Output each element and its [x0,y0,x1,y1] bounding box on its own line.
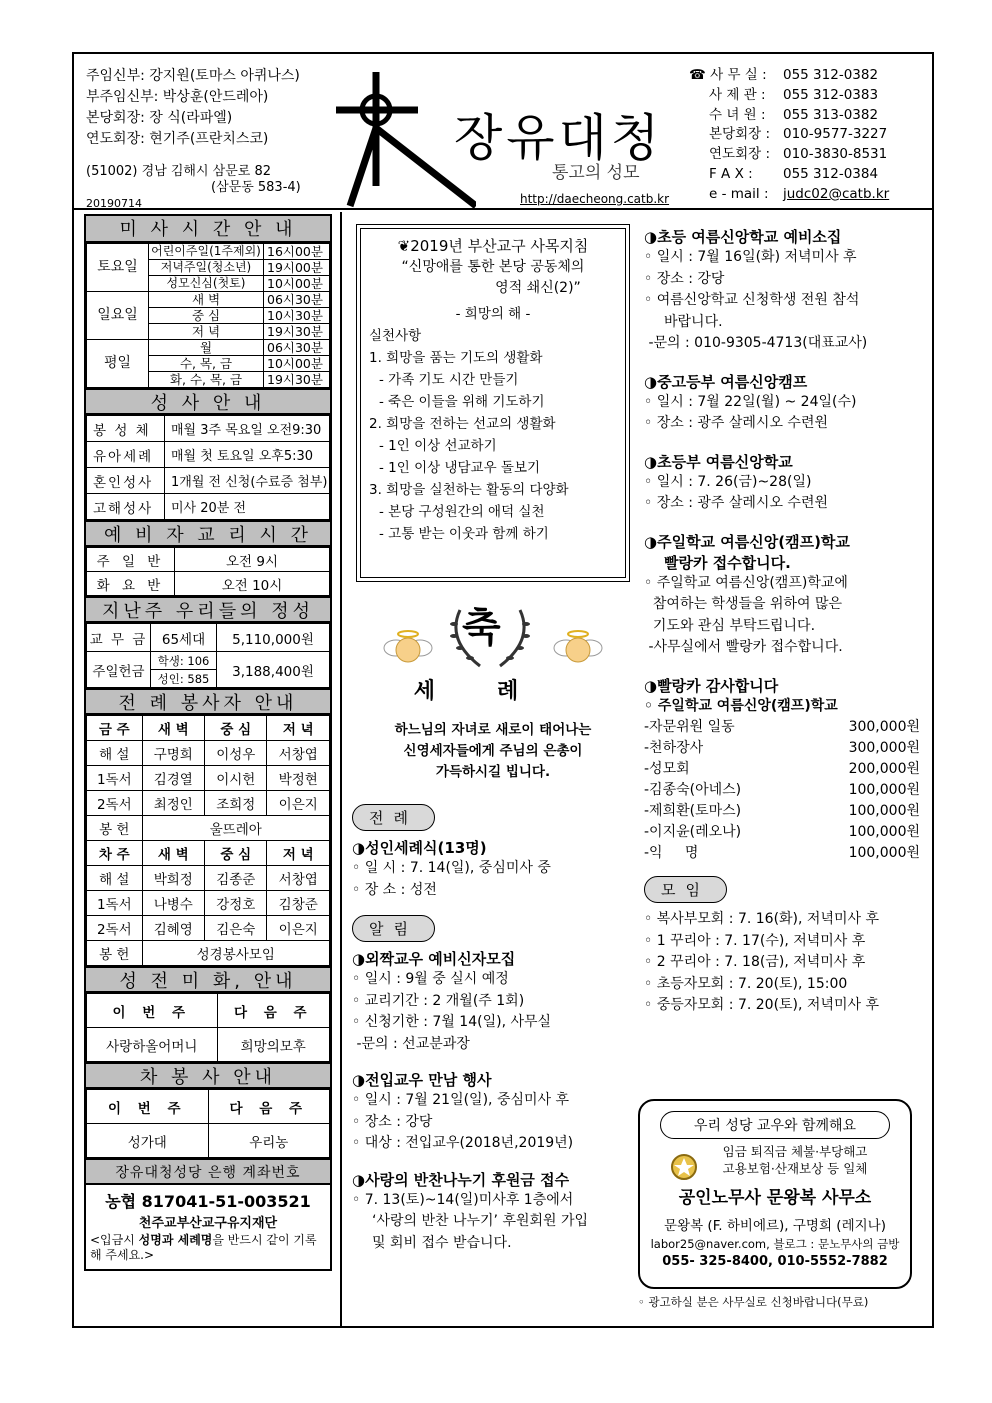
list-item: -자문위원 일동 300,000원 [644,719,920,735]
list-item: -천하장사 300,000원 [644,740,920,756]
staff-pastor: 주임신부: 강지원(토마스 아퀴나스) [86,68,300,84]
angel-icon [552,624,604,672]
notice-title: ◑초등부 여름신앙학교 [644,452,793,471]
list-item: -이지윤(레오나) 100,000원 [644,824,920,840]
list-item: -익 명 100,000원 [644,845,920,861]
contact-row: ☎ 사 무 실 : 055 312-0382 [689,67,879,83]
notice-title: ◑중고등부 여름신앙캠프 [644,372,808,391]
congrats-message: 하느님의 자녀로 새로이 태어나는 신영세자들에게 주님의 은총이 가득하시길 빕니다. [394,722,592,780]
ad-line: 고용보험·산재보상 등 일체 [722,1161,868,1176]
labor-office-ad [638,1099,912,1289]
contact-row: 본당회장 : 010-9577-3227 [709,126,888,143]
list-item: ◦ 중등자모회 : 7. 20(토), 저녁미사 후 [644,997,879,1013]
address [86,164,301,196]
column-divider [340,212,342,1328]
bank-account: 농협 817041-51-003521 [105,1192,311,1211]
list-item: -성모회 200,000원 [644,761,920,777]
list-item: ◦ 초등자모회 : 7. 20(토), 15:00 [644,975,848,992]
list-item: ◦ 1 꾸리아 : 7. 17(수), 저녁미사 후 [644,932,866,949]
meeting-list [644,909,928,1017]
ad-line: 임금 퇴직금 체불·부당해고 [722,1144,868,1159]
staff-list [86,66,300,150]
list-item: -제희환(토마스) 100,000원 [644,803,920,819]
address-line: (삼문동 583-4) [211,180,301,195]
bank-title: 장유대청성당 은행 계좌번호 [86,1158,330,1185]
liturgy-servers-table: 금 주 새 벽 중 심 저 녁 해 설 구명희 이성우 서창엽 1독서 김경열 이시헌 박정현 2독서 최정인 조희정 이은지 봉 헌 울뜨레아 차 주 새 벽 중 심 저 녁 해 설 박희정 김종준 서창엽 1독서 나병수 강정호 김창준 2독서 김혜영 김은숙 이은지 봉 헌 성경봉사모임 [86,715,330,966]
dove-icon: ❦ [397,237,411,255]
meeting-tag: 모임 [644,876,727,903]
guideline-title: ❦2019년 부산교구 사목지침 [397,237,589,255]
pastoral-guideline-box: ❦2019년 부산교구 사목지침 “신망애를 통한 본당 공동체의 영적 쇄신(2)” - 희망의 해 - 실천사항 1. 희망을 품는 기도의 생활화 - 가족 기도 시간 만들기 - 죽은 이들을 위해 기도하기 2. 희망을 전하는 선교의 생활화 - 1인 이상 선교하기 - 1인 이상 냉담교우 돌보기 3. 희망을 실천하는 활동의 다양화 - 본당 구성원간의 애덕 실천 - 고통 받는 이웃과 함께 하기 [356,224,630,582]
emblem-icon [670,1153,698,1181]
angel-icon [382,624,434,672]
sacrament-table: 봉 성 체 매월 3주 목요일 오전9:30 유아세례 매월 첫 토요일 오후5:30 혼인성사 1개월 전 신청(수료증 첨부) 고해성사 미사 20분 전 [86,415,330,520]
contact-row: 연도회장 : 010-3830-8531 [709,146,888,163]
catechumen-title: 예 비 자 교 리 시 간 [86,520,330,547]
website-link[interactable]: http://daecheong.catb.kr [520,192,670,206]
ad-person: 문왕복 (F. 하비에르), 구명희 (레지나) [664,1218,886,1234]
ad-title: 우리 성당 교우와 함께해요 [660,1111,890,1139]
notice-title: ◑주일학교 여름신앙(캠프)학교 [644,532,850,551]
offering-title: 지난주 우리들의 정성 [86,596,330,623]
contact-row: 수 녀 원 : 055 313-0382 [709,106,879,123]
list-item: ◦ 2 꾸리아 : 7. 18(금), 저녁미사 후 [644,954,866,970]
car-service-table: 이 번 주 다 음 주 성가대 우리농 [86,1089,330,1158]
phone-icon: ☎ [689,67,706,83]
flower-title: 성 전 미 화, 안내 [86,966,330,993]
mass-times-title: 미 사 시 간 안 내 [86,216,330,243]
bulletin-subtitle: 통고의 성모 [552,163,640,183]
liturgy-servers-title: 전 례 봉사자 안내 [86,688,330,715]
email-link[interactable]: judc02@catb.kr [783,185,890,202]
list-item: ◦ 복사부모회 : 7. 16(화), 저녁미사 후 [644,911,879,927]
congrats-word: 세례 [413,679,581,704]
address-line: (51002) 경남 김해시 삼문로 82 [86,164,272,179]
ad-phones: 055- 325-8400, 010-5552-7882 [662,1254,888,1269]
flower-table: 이 번 주 다 음 주 사랑하올어머니 희망의모후 [86,993,330,1062]
liturgy-tag: 전례 [352,804,435,831]
guideline-year: - 희망의 해 - [455,306,531,322]
staff-yeondo-president: 연도회장: 현기주(프란치스코) [86,131,269,147]
catechumen-table: 주 일 반 오전 9시 화 요 반 오전 10시 [86,547,330,596]
bank-holder: 천주교부산교구유지재단 [138,1216,278,1231]
offering-table: 교 무 금 65세대 5,110,000원 주일헌금 학생: 106 3,188,400원 성인: 585 [86,623,330,688]
ad-contact: labor25@naver.com, 블로그 : 문노무사의 금방 [650,1237,900,1251]
ad-office-name: 공인노무사 문왕복 사무소 [678,1188,872,1208]
contact-row: 사 제 관 : 055 312-0383 [709,86,879,103]
mass-times-table: 토요일 어린이주일(1주제외) 16시00분 저녁주일(청소년) 19시00분 성모신심(첫토) 10시00분 일요일 새 벽 06시30분 중 심 10시30분 저 녁 19시30분 평일 월 06시30분 수, 목, 금 10시00분 화, 수, 목, 금 19시30분 [86,243,330,388]
guideline-theme: “신망애를 통한 본당 공동체의 영적 쇄신(2)” [401,259,585,296]
congrats-char: 축 [462,604,501,651]
date-code: 20190714 [86,197,142,210]
notice-title: ◑외짝교우 예비신자모집 [352,950,516,968]
ad-note: ◦ 광고하실 분은 사무실로 신청바랍니다(무료) [638,1295,869,1309]
notice-tag: 알림 [352,915,435,942]
baptism-congrats [352,594,634,794]
left-column [84,214,332,1271]
adult-baptism-title: ◑성인세례식(13명) [352,839,487,857]
palanca-list [644,717,928,864]
header [74,54,932,210]
practice-item: 2. 희망을 전하는 선교의 생활화 [369,416,556,432]
bulletin-title: 장유대청 [454,109,664,167]
bank-info [86,1185,330,1269]
contact-row: e - mail : judc02@catb.kr [689,185,889,205]
palanca-title: ◑빨랑카 감사합니다 [644,676,779,695]
notices-section: 전례 ◑성인세례식(13명) ◦ 일 시 : 7. 14(일), 중심미사 중 ◦ 장 소 : 성전 알림 ◑외짝교우 예비신자모집 ◦ 일시 : 9월 중 실시 예정 ◦ 교리기간 : 2 개월(주 1회) ◦ 신청기한 : 7월 14(일), 사무실 -문의 : 선교분과장 ◑전입교우 만남 행사 ◦ 일시 : 7월 21일(일), 중심미사 후 ◦ 장소 : 강당 ◦ 대상 : 전입교우(2018년,2019년) ◑사랑의 반찬나누기 후원금 접수 ◦ 7. 13(토)~14(일)미사후 1층에서 ‘사랑의 반찬 나누기’ 후원회원 가입 및 회비 접수 받습니다. [352,804,634,1254]
staff-assistant: 부주임신부: 박상훈(안드레아) [86,89,269,105]
notice-title: ◑초등 여름신앙학교 예비소집 [644,228,842,246]
sacrament-title: 성 사 안 내 [86,388,330,415]
bank-note: <입금시 성명과 세례명을 반드시 같이 기록해 주세요.> [90,1233,317,1262]
practice-item: 3. 희망을 실천하는 활동의 다양화 [369,482,569,498]
contact-row: F A X : 055 312-0384 [709,165,879,182]
right-column: ◑초등 여름신앙학교 예비소집 ◦ 일시 : 7월 16일(화) 저녁미사 후 ◦ 장소 : 강당 ◦ 여름신앙학교 신청학생 전원 참석 바랍니다. -문의 : 010-9305-4713(대표교사) ◑중고등부 여름신앙캠프 ◦ 일시 : 7월 22일(월) ~ 24일(수) ◦ 장소 : 광주 살레시오 수련원 ◑초등부 여름신앙학교 ◦ 일시 : 7. 26(금)~28(일) ◦ 장소 : 광주 살레시오 수련원 ◑주일학교 여름신앙(캠프)학교 빨랑카 접수합니다. ◦ 주일학교 여름신앙(캠프)학교에 참여하는 학생들을 위하여 많은 기도와 관심 부탁드립니다. -사무실에서 빨랑카 접수합니다. ◑빨랑카 감사합니다 ◦ 주일학교 여름신앙(캠프)학교 -자문위원 일동 300,000원 -천하장사 300,000원 -성모회 200,000원 -김종숙(아네스) 100,000원 -제희환(토마스) 100,000원 -이지윤(레오나) 100,000원 -익 명 100,000원 모임 ◦ 복사부모회 : 7. 16(화), 저녁미사 후 ◦ 1 꾸리아 : 7. 17(수), 저녁미사 후 ◦ 2 꾸리아 : 7. 18(금), 저녁미사 후 ◦ 초등자모회 : 7. 20(토), 15:00 ◦ 중등자모회 : 7. 20(토), 저녁미사 후 [644,226,928,1017]
bulletin-page [72,52,934,1328]
notice-title: ◑전입교우 만남 행사 [352,1071,492,1089]
notice-title: ◑사랑의 반찬나누기 후원금 접수 [352,1170,570,1189]
staff-parish-president: 본당회장: 장 식(라파엘) [86,110,233,126]
contact-list [689,66,889,205]
practice-label: 실천사항 [369,328,422,344]
list-item: -김종숙(아네스) 100,000원 [644,782,920,798]
practice-item: 1. 희망을 품는 기도의 생활화 [369,350,543,366]
car-service-title: 차 봉 사 안내 [86,1062,330,1089]
